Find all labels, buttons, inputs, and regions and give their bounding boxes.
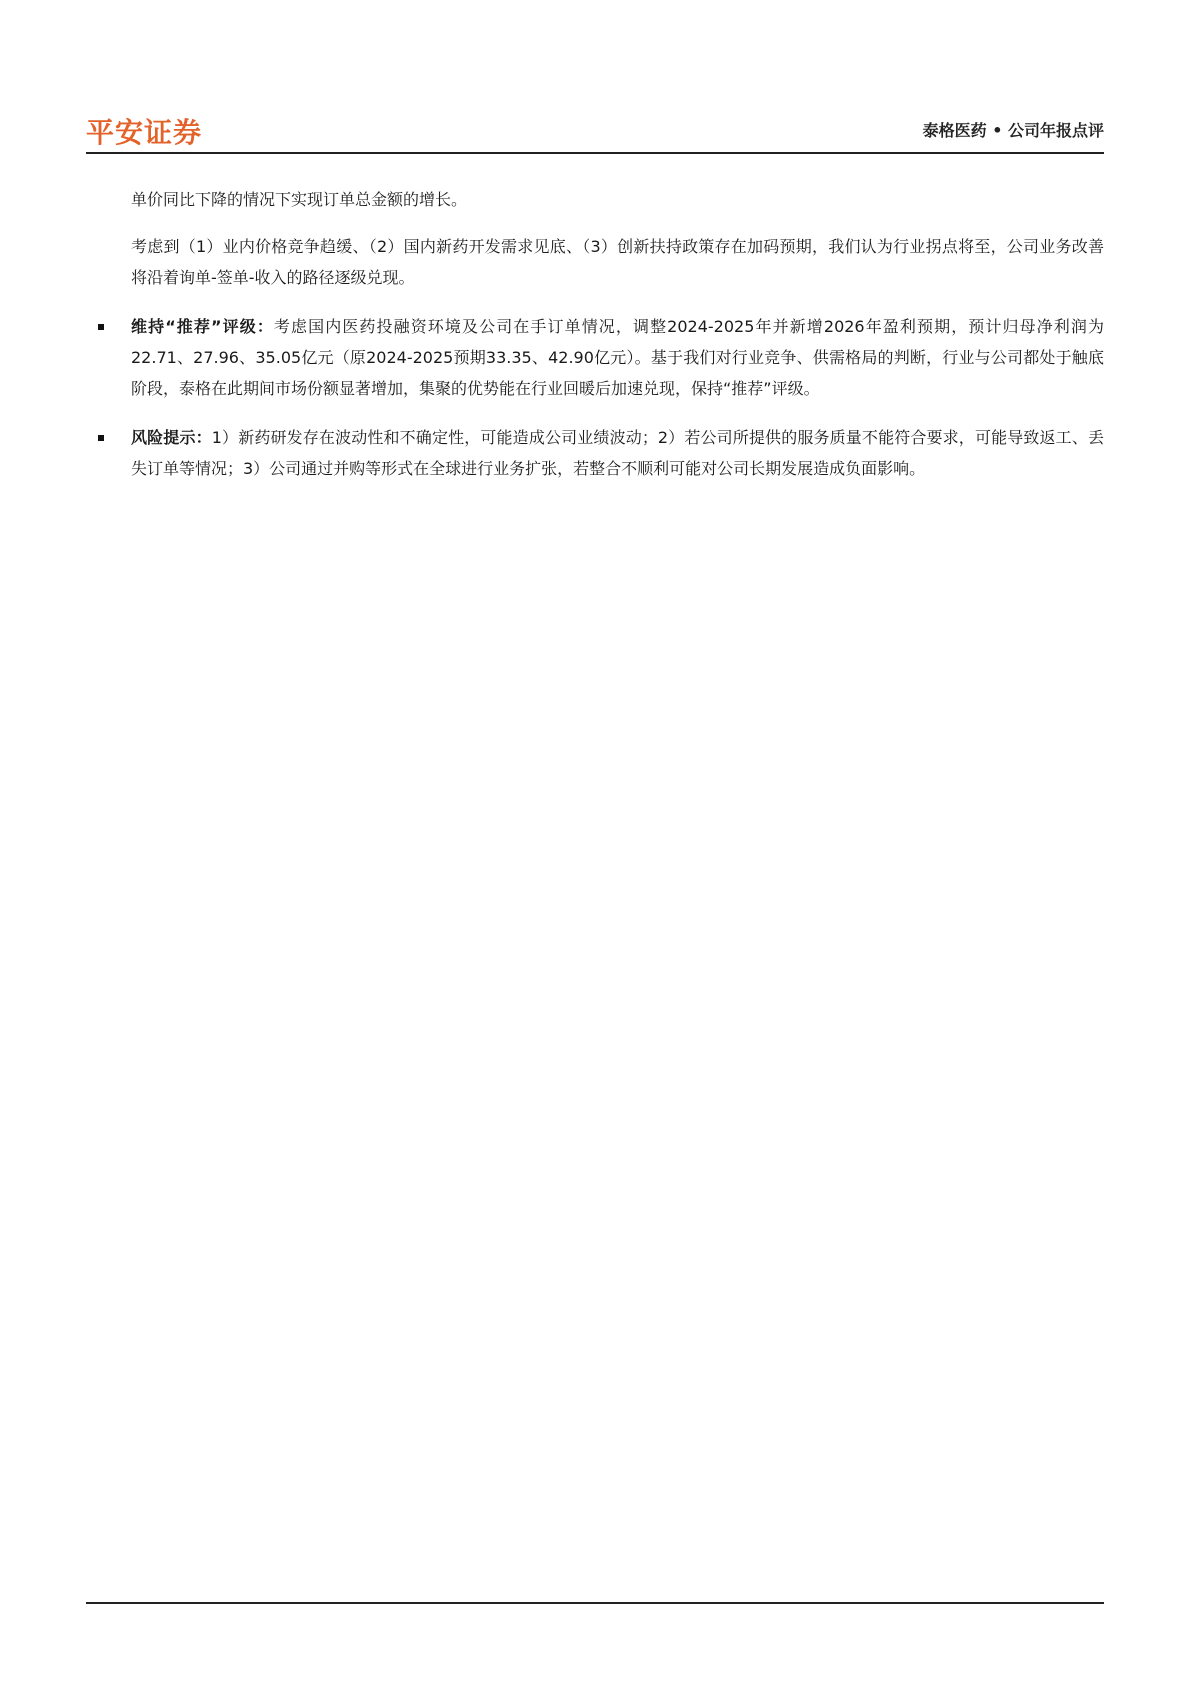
square-bullet-icon [98,435,104,441]
bullet-risk-lead: 风险提示： [131,428,212,447]
bullet-risk-text [131,422,1104,484]
bullet-risk [131,422,1104,484]
square-bullet-icon [98,324,104,330]
paragraph-industry-outlook: 考虑到（1）业内价格竞争趋缓、（2）国内新药开发需求见底、（3）创新扶持政策存在加码预期，我们认为行业拐点将至，公司业务改善将沿着询单-签单-收入的路径逐级兑现。 [131,237,1104,287]
bullet-rating-body: 考虑国内医药投融资环境及公司在手订单情况，调整2024-2025年并新增2026年盈利预期，预计归母净利润为22.71、27.96、35.05亿元（原2024-2025预期33.35、42.90亿元）。基于我们对行业竞争、供需格局的判断，行业与公司都处于触底阶段，泰格在此期间市场份额显著增加，集聚的优势能在行业回暖后加速兑现，保持“推荐”评级。 [131,317,1104,398]
page-header [86,108,1104,154]
bullet-rating-lead: 维持“推荐”评级： [131,317,274,336]
footer-divider [86,1602,1104,1604]
brand-logo: 平安证券 [86,116,203,149]
report-title: 泰格医药 • 公司年报点评 [922,121,1104,140]
bullet-risk-body: 1）新药研发存在波动性和不确定性，可能造成公司业绩波动；2）若公司所提供的服务质量不能符合要求，可能导致返工、丢失订单等情况；3）公司通过并购等形式在全球进行业务扩张，若整合不顺利可能对公司长期发展造成负面影响。 [131,428,1104,478]
bullet-rating [131,311,1104,404]
report-body [131,184,1104,484]
bullet-rating-text [131,311,1104,404]
paragraph-order-growth: 单价同比下降的情况下实现订单总金额的增长。 [131,190,468,209]
